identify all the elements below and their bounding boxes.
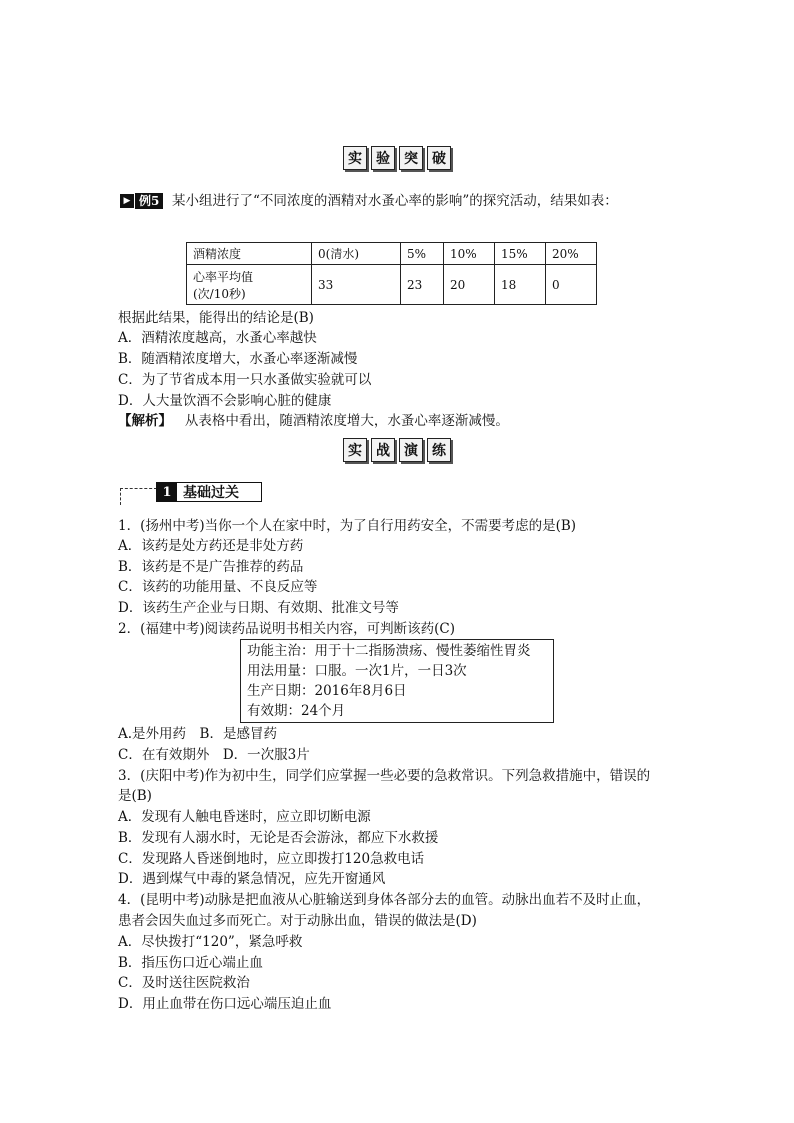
example-prompt: 根据此结果，能得出的结论是(B) xyxy=(118,310,314,326)
medicine-line: 生产日期：2016年8月6日 xyxy=(247,683,407,699)
q1-stem: 1．(扬州中考)当你一个人在家中时，为了自行用药安全，不需要考虑的是(B) xyxy=(118,518,577,534)
header-tile: 突 xyxy=(399,146,423,170)
q3-option-c: C．发现路人昏迷倒地时，应立即拨打120急救电话 xyxy=(118,851,425,867)
q1-option-c: C．该药的功能用量、不良反应等 xyxy=(118,579,318,595)
q1-option-a: A．该药是处方药还是非处方药 xyxy=(118,538,304,554)
analysis-text: 从表格中看出，随酒精浓度增大，水蚤心率逐渐减慢。 xyxy=(184,413,509,429)
section-title-box xyxy=(156,482,262,502)
q4-option-d: D．用止血带在伤口远心端压迫止血 xyxy=(118,996,332,1012)
header-tile: 战 xyxy=(371,438,395,462)
section-number: 1 xyxy=(157,483,177,501)
table-cell: 18 xyxy=(495,265,546,305)
header-tile: 破 xyxy=(427,146,451,170)
q4-option-b: B．指压伤口近心端止血 xyxy=(118,955,263,971)
play-arrow-icon: ▶ xyxy=(120,194,134,208)
q4-option-c: C．及时送往医院救治 xyxy=(118,975,250,991)
table-cell: 5% xyxy=(401,243,444,265)
data-table xyxy=(186,242,597,305)
q3-option-a: A．发现有人触电昏迷时，应立即切断电源 xyxy=(118,809,371,825)
table-row xyxy=(187,265,597,305)
analysis-label: 【解析】 xyxy=(118,413,172,429)
q4-option-a: A．尽快拨打“120”，紧急呼救 xyxy=(118,934,303,950)
header-tile: 实 xyxy=(343,438,367,462)
table-cell: 15% xyxy=(495,243,546,265)
q2-options-ab: A.是外用药 B．是感冒药 xyxy=(118,726,277,742)
row-label-line: 心率平均值 xyxy=(193,269,254,284)
table-cell: 酒精浓度 xyxy=(187,243,312,265)
section-title: 基础过关 xyxy=(183,485,239,501)
table-cell: 23 xyxy=(401,265,444,305)
table-cell: 0(清水) xyxy=(312,243,401,265)
table-cell: 0 xyxy=(546,265,597,305)
table-cell: 33 xyxy=(312,265,401,305)
q4-stem-line2: 患者会因失血过多而死亡。对于动脉出血，错误的做法是(D) xyxy=(118,913,477,929)
header-tile: 演 xyxy=(399,438,423,462)
q3-stem-line2: 是(B) xyxy=(118,788,152,804)
table-cell: 20% xyxy=(546,243,597,265)
practice-header xyxy=(343,438,451,462)
section-heading xyxy=(120,482,260,504)
example-question: 某小组进行了“不同浓度的酒精对水蚤心率的影响”的探究活动，结果如表： xyxy=(172,193,618,209)
medicine-line: 用法用量：口服。一次1片，一日3次 xyxy=(247,663,467,679)
dashed-bracket xyxy=(120,488,157,505)
option-d: D．人大量饮酒不会影响心脏的健康 xyxy=(118,393,332,409)
q2-stem: 2．(福建中考)阅读药品说明书相关内容，可判断该药(C) xyxy=(118,621,455,637)
header-tile: 验 xyxy=(371,146,395,170)
q1-option-d: D．该药生产企业与日期、有效期、批准文号等 xyxy=(118,600,399,616)
table-cell: 10% xyxy=(444,243,495,265)
medicine-line: 功能主治：用于十二指肠溃疡、慢性萎缩性胃炎 xyxy=(247,643,531,659)
medicine-line: 有效期：24个月 xyxy=(247,703,346,719)
q4-stem-line1: 4．(昆明中考)动脉是把血液从心脏输送到身体各部分去的血管。动脉出血若不及时止血， xyxy=(118,892,651,908)
analysis xyxy=(118,411,509,431)
experiment-header xyxy=(343,146,451,170)
table-cell: 20 xyxy=(444,265,495,305)
q1-option-b: B．该药是不是广告推荐的药品 xyxy=(118,559,304,575)
option-a: A．酒精浓度越高，水蚤心率越快 xyxy=(118,330,317,346)
table-cell xyxy=(187,265,312,305)
header-tile: 练 xyxy=(427,438,451,462)
q3-option-b: B．发现有人溺水时，无论是否会游泳，都应下水救援 xyxy=(118,830,439,846)
example-badge xyxy=(120,193,163,209)
row-label-line: (次/10秒) xyxy=(193,286,246,301)
q2-options-cd: C．在有效期外 D．一次服3片 xyxy=(118,747,310,763)
medicine-label-box xyxy=(240,639,554,723)
q3-stem-line1: 3．(庆阳中考)作为初中生，同学们应掌握一些必要的急救常识。下列急救措施中，错误的 xyxy=(118,768,651,784)
option-b: B．随酒精浓度增大，水蚤心率逐渐减慢 xyxy=(118,351,358,367)
table-row xyxy=(187,243,597,265)
q3-option-d: D．遇到煤气中毒的紧急情况，应先开窗通风 xyxy=(118,871,386,887)
option-c: C．为了节省成本用一只水蚤做实验就可以 xyxy=(118,372,372,388)
example-label: 例5 xyxy=(135,193,163,209)
header-tile: 实 xyxy=(343,146,367,170)
